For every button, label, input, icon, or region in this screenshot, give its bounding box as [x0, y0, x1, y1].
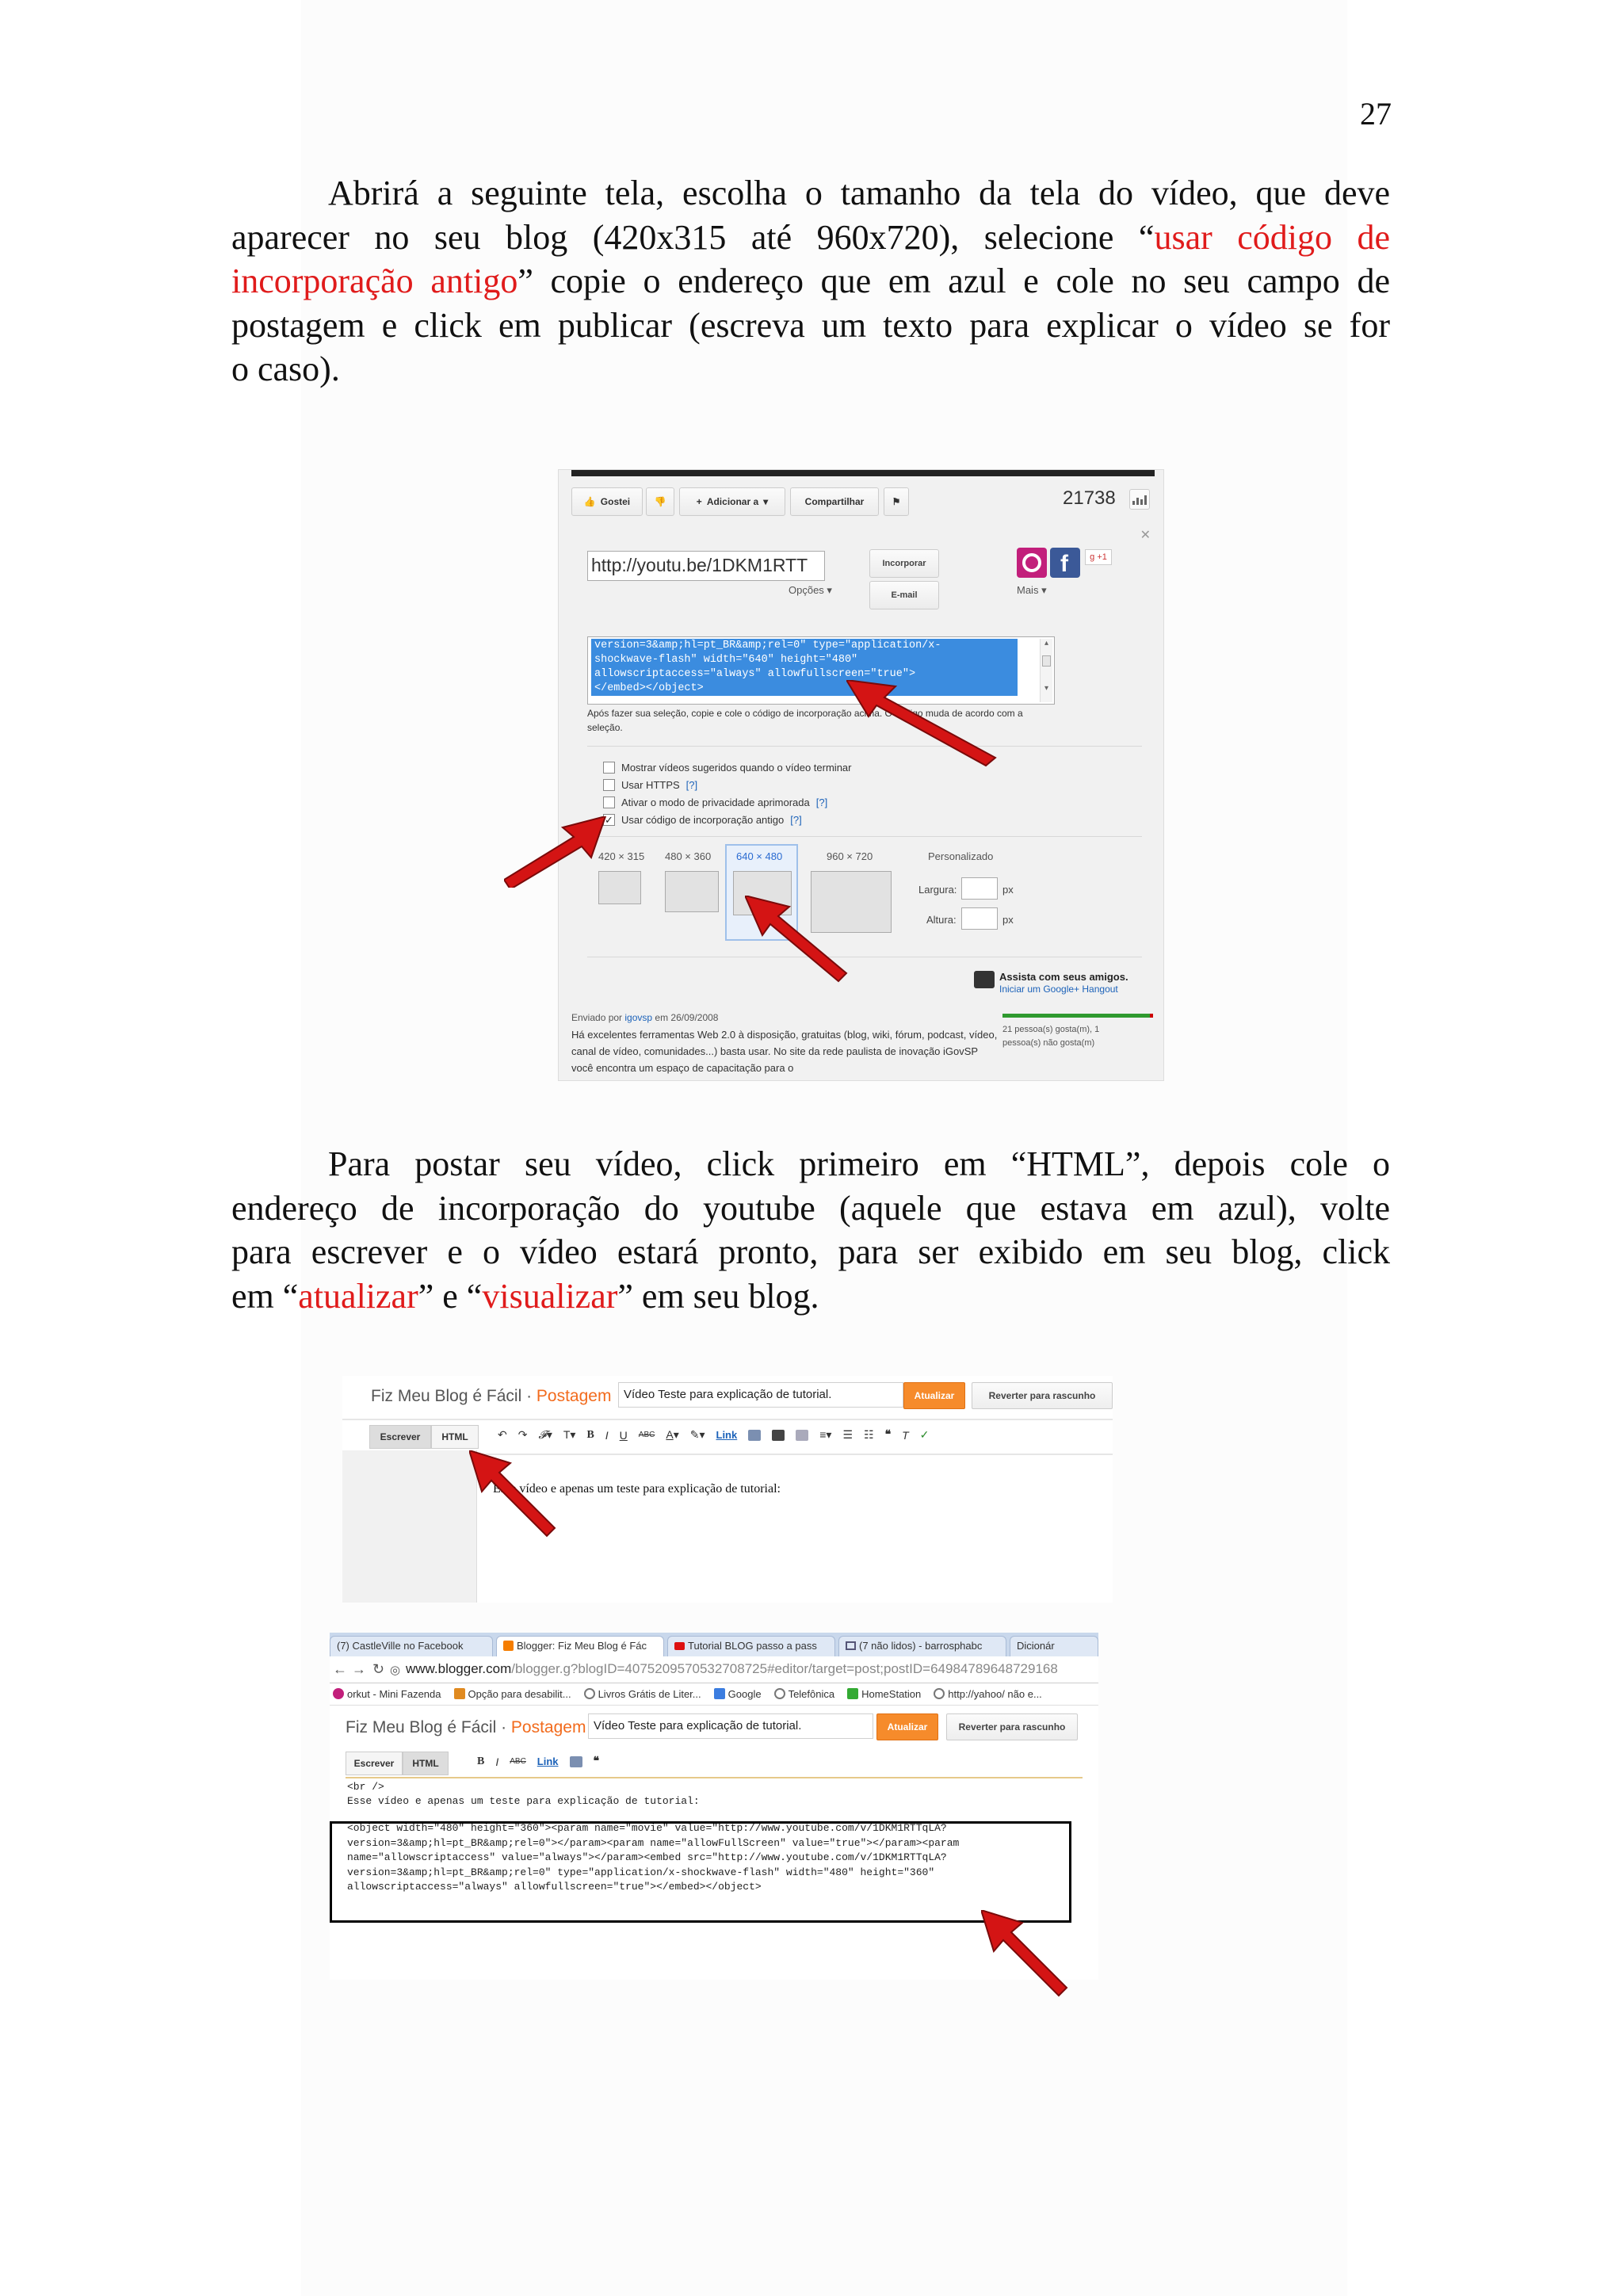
- browser-tab[interactable]: Tutorial BLOG passo a pass: [667, 1636, 835, 1656]
- size-option-label: 420 × 315: [598, 850, 645, 862]
- size-option-480[interactable]: [665, 871, 719, 912]
- update-button[interactable]: Atualizar: [903, 1382, 965, 1409]
- forward-icon[interactable]: →: [352, 1661, 366, 1677]
- paragraph-1-line-2: aparecer no seu blog (420x315 até 960x720), selecione “usar código de: [231, 217, 1390, 257]
- html-line: Esse vídeo e apenas um teste para explicação de tutorial:: [347, 1795, 700, 1807]
- address-bar: [330, 1656, 1098, 1683]
- embed-code-selection: version=3&amp;hl=pt_BR&amp;rel=0" type="application/x- shockwave-flash" width="640" height="480" allowscriptaccess="always" allowfullscreen="true"> </embed></object>: [591, 639, 1018, 696]
- paragraph-2-line-2: endereço de incorporação do youtube (aquele que estava em azul), volte: [231, 1188, 1390, 1228]
- custom-height-input[interactable]: [961, 907, 998, 930]
- italic-icon[interactable]: I: [495, 1755, 499, 1768]
- quote-icon[interactable]: ❝: [593, 1755, 600, 1767]
- back-icon[interactable]: ←: [333, 1661, 347, 1677]
- bookmark-item[interactable]: Livros Grátis de Liter...: [584, 1688, 701, 1700]
- paragraph-1: [231, 171, 1390, 392]
- size-option-label-selected: 640 × 480: [736, 850, 783, 862]
- video-description: Há excelentes ferramentas Web 2.0 à disposição, gratuitas (blog, wiki, fórum, podcast, vídeo, canal de vídeo, comunidades...) basta usar. No site da rede paulista de inovação iGovSP você encontra um espaço de capacitação para o: [571, 1029, 998, 1074]
- blog-title: Fiz Meu Blog é Fácil · Postagem: [346, 1718, 586, 1736]
- font-family-icon[interactable]: 𝓕▾: [538, 1428, 552, 1441]
- bookmark-item[interactable]: Google: [714, 1688, 762, 1700]
- plus-icon: +: [696, 496, 702, 507]
- divider: [587, 836, 1142, 837]
- red-arrow-icon: [846, 680, 997, 767]
- highlight-frame: [330, 1821, 1071, 1923]
- puzzle-icon: [454, 1688, 465, 1699]
- html-line: <br />: [347, 1781, 384, 1793]
- red-arrow-icon: [745, 896, 848, 983]
- link-button[interactable]: Link: [537, 1755, 559, 1767]
- px-unit: px: [1002, 884, 1014, 896]
- flag-icon: ⚑: [892, 496, 901, 507]
- html-toolbar: [477, 1755, 599, 1768]
- paragraph-1-line-1: Abrirá a seguinte tela, escolha o tamanho da tela do vídeo, que deve: [328, 174, 1390, 212]
- blogger-compose-screenshot: [342, 1376, 1113, 1603]
- custom-size-label: Personalizado: [928, 850, 994, 862]
- font-size-icon[interactable]: T▾: [563, 1428, 576, 1441]
- post-title-input[interactable]: Vídeo Teste para explicação de tutorial.: [588, 1713, 873, 1739]
- bookmark-item[interactable]: Opção para desabilit...: [454, 1688, 571, 1700]
- orkut-icon[interactable]: [1017, 548, 1047, 578]
- checkbox[interactable]: [603, 779, 615, 791]
- bookmark-item[interactable]: http://yahoo/ não e...: [934, 1688, 1042, 1700]
- thumbs-down-icon: 👎: [654, 496, 666, 507]
- red-arrow-icon: [981, 1910, 1068, 1997]
- flag-button[interactable]: [884, 487, 909, 516]
- google-plus-icon: g: [1090, 552, 1095, 562]
- uploader-link[interactable]: igovsp: [624, 1012, 653, 1023]
- highlight-text: incorporação antigo: [231, 262, 518, 300]
- checkbox-checked[interactable]: ✓: [603, 814, 615, 826]
- page-info-icon[interactable]: ◎: [390, 1664, 401, 1677]
- highlight-color-icon[interactable]: ✎▾: [689, 1428, 705, 1441]
- custom-width-input[interactable]: [961, 877, 998, 900]
- mail-icon: [846, 1641, 856, 1650]
- option-privacy-mode[interactable]: Ativar o modo de privacidade aprimorada [?]: [603, 797, 827, 808]
- html-mode-button[interactable]: HTML: [431, 1425, 479, 1449]
- youtube-icon: [674, 1642, 685, 1650]
- write-mode-button[interactable]: Escrever: [346, 1752, 403, 1775]
- width-label: Largura:: [918, 884, 957, 896]
- bookmarks-bar: [330, 1683, 1098, 1706]
- uploaded-by: Enviado por igovsp em 26/09/2008: [571, 1012, 719, 1023]
- embed-button[interactable]: Incorporar: [869, 549, 939, 578]
- px-unit: px: [1002, 914, 1014, 926]
- option-suggested-videos[interactable]: Mostrar vídeos sugeridos quando o vídeo terminar: [603, 762, 852, 774]
- browser-tab[interactable]: (7) CastleVille no Facebook: [330, 1636, 493, 1656]
- revert-to-draft-button[interactable]: Reverter para rascunho: [972, 1382, 1113, 1409]
- align-icon[interactable]: ≡▾: [819, 1428, 832, 1441]
- size-option-label: 480 × 360: [665, 850, 712, 862]
- checkbox[interactable]: [603, 797, 615, 808]
- add-to-button[interactable]: + Adicionar a ▾: [679, 487, 785, 516]
- browser-tab[interactable]: (7 não lidos) - barrosphabc: [838, 1636, 1006, 1656]
- paragraph-2: [231, 1142, 1390, 1318]
- stats-icon[interactable]: [1129, 489, 1150, 510]
- help-link[interactable]: [?]: [685, 779, 698, 791]
- short-url-field[interactable]: http://youtu.be/1DKM1RTT: [587, 551, 825, 581]
- paragraph-2-line-1: Para postar seu vídeo, click primeiro em “HTML”, depois cole o: [328, 1144, 1390, 1183]
- bookmark-item[interactable]: HomeStation: [847, 1688, 921, 1700]
- embed-code-pasted: <object width="480" height="360"><param name="movie" value="http://www.youtube.com/v/1DKM1RTTqLA? version=3&amp;hl=pt_BR&amp;rel=0"></param><param name="allowFullScreen" value="true"></param><param name="allowscriptaccess" value="always"></param><embed src="http://www.youtube.com/v/1DKM1RTTqLA? version=3&amp;hl=pt_BR&amp;rel=0" type="application/x-shockwave-flash" width="480" height="360" allowscriptaccess="always" allowfullscreen="true"></embed></object>: [347, 1822, 960, 1893]
- italic-icon[interactable]: I: [605, 1428, 609, 1442]
- player-bottom-bar: [571, 470, 1155, 476]
- numbered-list-icon[interactable]: ☰: [842, 1428, 853, 1441]
- text-color-icon[interactable]: A▾: [666, 1428, 679, 1441]
- options-dropdown[interactable]: Opções ▾: [789, 584, 832, 596]
- link-button[interactable]: Link: [716, 1429, 738, 1441]
- globe-icon: [774, 1688, 785, 1699]
- strikethrough-icon[interactable]: ABC: [510, 1757, 526, 1766]
- chevron-down-icon: ▾: [763, 496, 769, 507]
- quote-icon[interactable]: ❝: [884, 1429, 892, 1441]
- browser-tab-active[interactable]: Blogger: Fiz Meu Blog é Fác: [496, 1636, 664, 1656]
- google-plus-button[interactable]: g +1: [1085, 549, 1112, 565]
- blog-title: Fiz Meu Blog é Fácil · Postagem: [371, 1387, 612, 1405]
- remove-formatting-icon[interactable]: T: [902, 1428, 909, 1442]
- hangout-icon: [974, 971, 995, 988]
- spellcheck-icon[interactable]: ✓: [919, 1428, 930, 1441]
- underline-icon[interactable]: U: [619, 1428, 628, 1442]
- paragraph-1-line-5: o caso).: [231, 350, 340, 388]
- write-mode-button[interactable]: Escrever: [369, 1425, 431, 1449]
- orkut-icon: [333, 1688, 344, 1699]
- video-icon[interactable]: [772, 1430, 785, 1441]
- update-button[interactable]: Atualizar: [876, 1713, 938, 1740]
- divider: [342, 1419, 1113, 1420]
- google-icon: [714, 1688, 725, 1699]
- hangout-title: Assista com seus amigos.: [999, 971, 1128, 983]
- highlight-text: usar código de: [1154, 217, 1390, 257]
- paragraph-1-line-4: postagem e click em publicar (escreva um texto para explicar o vídeo se for: [231, 305, 1390, 345]
- bullet-list-icon[interactable]: ☷: [864, 1428, 874, 1441]
- revert-to-draft-button[interactable]: Reverter para rascunho: [946, 1713, 1078, 1740]
- reload-icon[interactable]: ↻: [372, 1661, 385, 1677]
- height-label: Altura:: [926, 914, 957, 926]
- paragraph-2-line-4: em “atualizar” e “visualizar” em seu blog.: [231, 1276, 819, 1316]
- globe-icon: [934, 1688, 945, 1699]
- dislike-button[interactable]: [646, 487, 674, 516]
- embed-help-text: Após fazer sua seleção, copie e cole o código de incorporação acima. O código muda de acordo com a seleção.: [587, 708, 1023, 733]
- image-icon[interactable]: [570, 1756, 582, 1767]
- like-button[interactable]: 👍 Gostei: [571, 487, 643, 516]
- option-old-embed-code[interactable]: ✓ Usar código de incorporação antigo [?]: [603, 814, 802, 826]
- post-body-text[interactable]: Esse vídeo e apenas um teste para explicação de tutorial:: [493, 1482, 781, 1496]
- bold-icon[interactable]: B: [586, 1428, 594, 1441]
- strikethrough-icon[interactable]: ABC: [638, 1431, 655, 1439]
- hangout-link[interactable]: Iniciar um Google+ Hangout: [999, 984, 1118, 995]
- red-arrow-icon: [469, 1450, 556, 1538]
- red-arrow-icon: [504, 816, 607, 888]
- share-button[interactable]: Compartilhar: [790, 487, 879, 516]
- url-field[interactable]: www.blogger.com/blogger.g?blogID=4075209570532708725#editor/target=post;postID=64984789648729168: [406, 1661, 1058, 1676]
- like-ratio-bar: [1002, 1014, 1153, 1018]
- formatting-toolbar: [498, 1428, 929, 1442]
- editor-side-panel: [342, 1450, 477, 1603]
- option-https[interactable]: Usar HTTPS [?]: [603, 779, 697, 791]
- bookmark-item[interactable]: Telefônica: [774, 1688, 835, 1700]
- textarea-scrollbar[interactable]: ▴ ▾: [1040, 639, 1052, 702]
- highlight-text: visualizar: [482, 1276, 618, 1316]
- like-count-text: 21 pessoa(s) gosta(m), 1 pessoa(s) não gosta(m): [1002, 1025, 1100, 1048]
- browser-tab-strip: [330, 1633, 1098, 1656]
- bookmark-item[interactable]: orkut - Mini Fazenda: [333, 1688, 441, 1700]
- size-option-label: 960 × 720: [827, 850, 873, 862]
- help-link[interactable]: [?]: [790, 814, 802, 826]
- homestation-icon: [847, 1688, 858, 1699]
- paragraph-1-line-3: incorporação antigo” copie o endereço que em azul e cole no seu campo de: [231, 262, 1390, 300]
- highlight-text: atualizar: [298, 1276, 418, 1316]
- youtube-share-screenshot: [558, 469, 1164, 1081]
- undo-icon[interactable]: ↶: [498, 1428, 507, 1441]
- close-icon[interactable]: ✕: [1140, 529, 1151, 542]
- facebook-icon[interactable]: f: [1050, 548, 1080, 578]
- post-title-input[interactable]: Vídeo Teste para explicação de tutorial.: [618, 1382, 903, 1408]
- help-link[interactable]: [?]: [815, 797, 828, 808]
- browser-tab[interactable]: Dicionár: [1010, 1636, 1098, 1656]
- email-button[interactable]: E-mail: [869, 581, 939, 609]
- bold-icon[interactable]: B: [477, 1755, 485, 1767]
- page-number: 27: [1360, 96, 1392, 132]
- jump-break-icon[interactable]: [796, 1430, 808, 1441]
- blogger-icon: [503, 1641, 514, 1651]
- redo-icon[interactable]: ↷: [517, 1428, 528, 1441]
- image-icon[interactable]: [748, 1430, 761, 1441]
- thumbs-up-icon: 👍: [583, 496, 596, 507]
- more-dropdown[interactable]: Mais ▾: [1017, 584, 1047, 596]
- view-count: 21738: [1063, 487, 1116, 509]
- paragraph-2-line-3: para escrever e o vídeo estará pronto, para ser exibido em seu blog, click: [231, 1232, 1390, 1271]
- checkbox[interactable]: [603, 762, 615, 774]
- html-mode-button[interactable]: HTML: [403, 1752, 449, 1775]
- globe-icon: [584, 1688, 595, 1699]
